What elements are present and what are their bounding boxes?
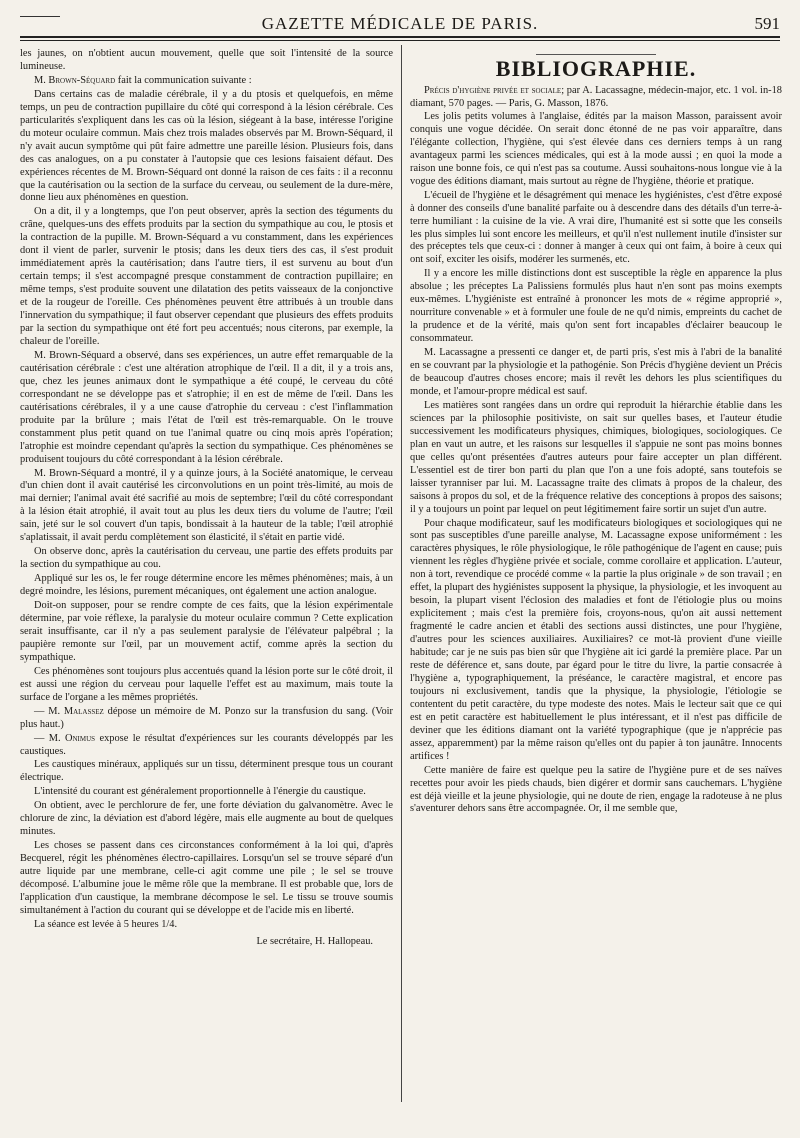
paragraph: L'écueil de l'hygiène et le désagrément qui menace les hygiénistes, c'est d'être exposé à donner des conseils d'une banalité parfaite ou à descendre dans des détails d'un terre-à-terre humiliant : la cuisine de la vie. A vrai dire, l'humanité est si sotte que les conseils les plus simples lui sont encore les meilleurs, et qu'il n'est nullement inutile d'insister sur des préceptes tels que ceux-ci : donner à manger à ceux qui ont faim, à boire à ceux qui ont soif, exciter les oisifs, modérer les surmenés, etc. [410,189,782,266]
page-number: 591 [754,14,780,33]
signature: Le secrétaire, H. Hallopeau. [256,935,373,947]
header-rule [20,36,780,38]
paragraph: On a dit, il y a longtemps, que l'on peut observer, après la section des téguments du crâne, quelques-uns des effets produits par la section du sympathique au cou, le ptosis et la contraction de la pupille. M. Brown-Séquard a vu constamment, dans les expériences dont il vient de parler, survenir le ptosis; dans les deux tiers des cas, il s'est produit immédiatement après la cautérisation; dans l'autre tiers, il est survenu au bout d'un certain temps; il s'est accompagné presque constamment de contraction pupillaire; en même temps, s'est produite souvent une dilatation des petits vaisseaux de la conjonctive et de la rougeur de l'oreille. Ces phénomènes peuvent être attribués à un trouble dans l'innervation du sympathique; il faut observer cependant que plusieurs des effets produits par la section du sympathique ont été fort peu accentués; nous citerons, par exemple, la chaleur de l'oreille. [20,206,393,347]
paragraph: Les jolis petits volumes à l'anglaise, édités par la maison Masson, paraissent avoir conquis une vogue décidée. On serait donc étonné de ne pas voir apparaître, dans l'élégante collection, l'hygiène, qui s'est élevée dans ces derniers temps à un rang avantageux parmi les sciences médicales, qui est à la mode aussi ; en quoi la mode a raison une bonne fois, ce qui n'est pas sa coutume. Aussi souhaitons-nous longue vie à la vogue des éditions diamant, mais surtout au règne de l'hygiène, théorie et pratique. [410,110,782,187]
paragraph: Les matières sont rangées dans un ordre qui reproduit la hiérarchie établie dans les sciences par la philosophie positiviste, on sait sur quelles bases, et l'auteur étudie successivement les modificateurs physiques, chimiques, biologiques, sociologiques. Ce plan en vaut un autre, et les raisons sur lesquelles il s'appuie ne sont pas moins bonnes que celles qu'ont présentées d'autres auteurs pour faire accepter un plan différent. L'essentiel est de tirer bon parti du plan que l'on a une fois adopté, sans toutefois se laisser tyranniser par lui. M. Lacassagne traite des climats à propos de la chaleur, des saisons à propos du sol, et de la fréquence relative des conceptions à propos des saisons; il y a toujours un point par lequel on peut légitimement faire sortir un sujet d'un autre. [410,399,782,515]
journal-title: GAZETTE MÉDICALE DE PARIS. [261,14,539,33]
paragraph [20,706,393,732]
paragraph: La séance est levée à 5 heures 1/4. [34,918,178,930]
paragraph: M. Brown-Séquard a observé, dans ses expériences, un autre effet remarquable de la cautérisation cérébrale : c'est une altération atrophique de l'œil. Il a dit, il y a trois ans, que, chez les jeunes animaux dont le sympathique a été coupé, le cerveau du côté correspondant ne se développe pas et s'atrophie; il en est de même de l'œil. Dans les cautérisations cérébrales, il y a une cause d'atrophie du cerveau : c'est l'inflammation produite par la brûlure ; mais l'état de l'œil est très-remarquable. On le trouve constamment plus petit quand on tue l'animal quatre ou cinq mois après l'opération; l'atrophie est moindre cependant qu'après la section du sympathique. Ces phénomènes se produisent toujours du côté correspondant à la lésion cérébrale. [20,349,393,465]
paragraph: Les choses se passent dans ces circonstances conformément à la loi qui, d'après Becquerel, régit les phénomènes électro-capillaires. Lorsqu'un sel se trouve séparé d'un autre liquide par une membrane, celle-ci agit comme une pile ; le sel se trouve décomposé. L'albumine joue le même rôle que la membrane. Il est probable que, lors de l'application d'un caustique, la membrane décompose le sel. Le tissu se trouve soumis simultanément à l'action du courant qui se développe et de l'acide mis en liberté. [20,840,393,916]
right-column [410,48,782,817]
left-column [20,48,393,949]
paragraph-text: fait la communication suivante : [115,74,252,86]
speaker-name: — M. Onimus [34,732,96,744]
book-details: ; par A. Lacassagne, médecin-major, etc. 1 vol. in-18 diamant, 570 pages. — Paris, G. Masson, 1876. [410,84,782,109]
page-header [20,12,780,38]
paragraph [20,733,393,759]
paragraph: Appliqué sur les os, le fer rouge détermine encore les mêmes phénomènes; mais, à un degré moindre, les lésions, purement mécaniques, ont également une action analogue. [20,573,393,598]
paragraph-text: expose le résultat d'expériences sur les courants développés par les caustiques. [20,732,393,757]
paragraph: Dans certains cas de maladie cérébrale, il y a du ptosis et quelquefois, en même temps, un peu de contraction pupillaire du côté qui correspond à la lésion cérébrale. Ces particularités s'expliquent dans les cas où la lésion, siégeant à la base, intéresse l'origine du moteur oculaire commun. Mais chez trois malades observés par M. Brown-Séquard, il n'y avait aucun symptôme qui pût faire admettre une pareille lésion. Plusieurs fois, dans des cas analogues, on a pu constater à l'autopsie que ces lesions faisaient défaut. Des expériences récentes de M. Brown-Séquard ont donné la raison de ces faits : il a reconnu que la cautérisation ou la section de la surface du cerveau, ou seulement de la dure-mère, donne lieu aux phénomènes en question. [20,88,393,204]
paragraph: les jaunes, on n'obtient aucun mouvement, quelle que soit l'intensité de la source lumineuse. [20,48,393,72]
header-rule-thin [20,40,780,41]
speaker-name: — M. Malassez [34,705,104,717]
paragraph: On observe donc, après la cautérisation du cerveau, une partie des effets produits par la section du sympathique au cou. [20,546,393,571]
paragraph: Doit-on supposer, pour se rendre compte de ces faits, que la lésion expérimentale détermine, par voie réflexe, la paralysie du moteur oculaire commun ? Cette explication serait insuffisante, car il n'y a pas seulement paralysie de l'élévateur palpébral ; la paupière remonte sur l'œil, par un mouvement actif, comme après la section du sympathique. [20,600,393,663]
column-divider [401,45,402,1102]
speaker-name: M. Brown-Séquard [34,74,116,86]
paragraph: Ces phénomènes sont toujours plus accentués quand la lésion porte sur le côté droit, il est aussi une région du cerveau pour laquelle l'effet est au maximum, mais toute la surface de l'organe a les mêmes propriétés. [20,665,393,703]
section-rule [536,54,656,55]
paragraph: Il y a encore les mille distinctions dont est susceptible la règle en apparence la plus absolue ; les préceptes La Palissiens formulés plus haut n'en sont pas moins exempts eux-mêmes. L'hygiéniste est entraîné à prononcer les mots de « régime approprié », nourriture convenable » et à formuler une foule de ne qu'd nimis, empreints du cachet de la prudence et de la vérité, mais qu'on sent fort incapables d'éclairer beaucoup le consommateur. [410,268,782,345]
section-title: BIBLIOGRAPHIE. [495,56,697,81]
paragraph: M. Brown-Séquard a montré, il y a quinze jours, à la Société anatomique, le cerveau d'un chien dont il avait cautérisé les circonvolutions en un point très-limité, au mois de mai dernier; l'animal avait été sacrifié au mois de septembre; l'œil du côté correspondant à la lésion était atrophié, il avait tout au plus les deux tiers du volume de l'autre; l'œil sain, jeté sur le sol couvert d'un tapis, bondissait à la hauteur de la table; l'œil atrophié s'aplatissait, il avait perdu complètement son élasticité, il s'était en partie vidé. [20,467,393,544]
paragraph: Cette manière de faire est quelque peu la satire de l'hygiène pure et de ses naïves recettes pour avoir les pieds chauds, bien digérer et dormir sans cauchemars. L'hygiène est déjà vieille et la jeune physiologie, qui ne doute de rien, engage la radoteuse à ne plus s'aventurer dehors sans être accompagnée. Or, il me semble que, [410,764,782,815]
paragraph: L'intensité du courant est généralement proportionnelle à l'énergie du caustique. [34,786,366,798]
paragraph: Pour chaque modificateur, sauf les modificateurs biologiques et sociologiques qui ne sont pas susceptibles d'une pareille analyse, M. Lacassagne expose uniformément : les caractères physiques, le rôle physiologique, le rôle pathogénique de l'agent en cause; puis viennent les règles d'hygiène privée et sociale, comme corollaire et application. L'auteur, non à tort, revendique ce procédé comme « la partie la plus originale » de son travail ; en effet, la plupart des hygiénistes supposent la physique, la physiologie, et les invoquent au besoin, la plupart visent l'éclosion des maladies et font de l'étiologie plus ou moins explicitement ; mais c'est la première fois, croyons-nous, qu'on ait aussi nettement fragmenté le cadre ancien et établi des sections aussi distinctes, une pour l'hygiène, d'autres pour les sciences auxiliaires. Auxiliaires? ce mot-là provient d'une vieille habitude; car je ne suis pas bien sûr que l'hygiène ait ici gardé la première place. Par un reste de déférence et, sans doute, par égard pour le titre du livre, la partie consacrée à l'hygiène a, typographiquement, la préséance, le caractère magistral, et encore pas toujours ni exclusivement, tandis que la physique, la physiologie, l'étiologie se contentent du petit caractère, du type modeste des notes. Mais le lecteur sait que ce qui est en petit caractère est habituellement le plus intéressant, et il n'est pas difficile de deviner que les éditions diamant ont la variété typographique (que je n'apprécie pas assez, apparemment) par la même raison qu'elles ont du papier à ton jaunâtre. Innocents artifices ! [410,517,782,762]
paragraph: On obtient, avec le perchlorure de fer, une forte déviation du galvanomètre. Avec le chlorure de zinc, la déviation est d'abord légère, mais elle augmente au bout de quelques minutes. [20,800,393,838]
paragraph [20,75,393,88]
book-reference [410,84,782,110]
paragraph: Les caustiques minéraux, appliqués sur un tissu, déterminent presque tous un courant électrique. [20,759,393,784]
paragraph: M. Lacassagne a pressenti ce danger et, de parti pris, s'est mis à l'abri de la banalité en se couvrant par la physiologie et la pathogénie. Son Précis d'hygiène devient un Précis de beaucoup d'autres choses encore; mais il revêt les dehors les plus scientifiques du monde, et l'amour-propre médical est sauf. [410,347,782,397]
paragraph-text: dépose un mémoire de M. Ponzo sur la transfusion du sang. (Voir plus haut.) [20,705,393,730]
book-title: Précis d'hygiène privée et sociale [424,84,562,96]
